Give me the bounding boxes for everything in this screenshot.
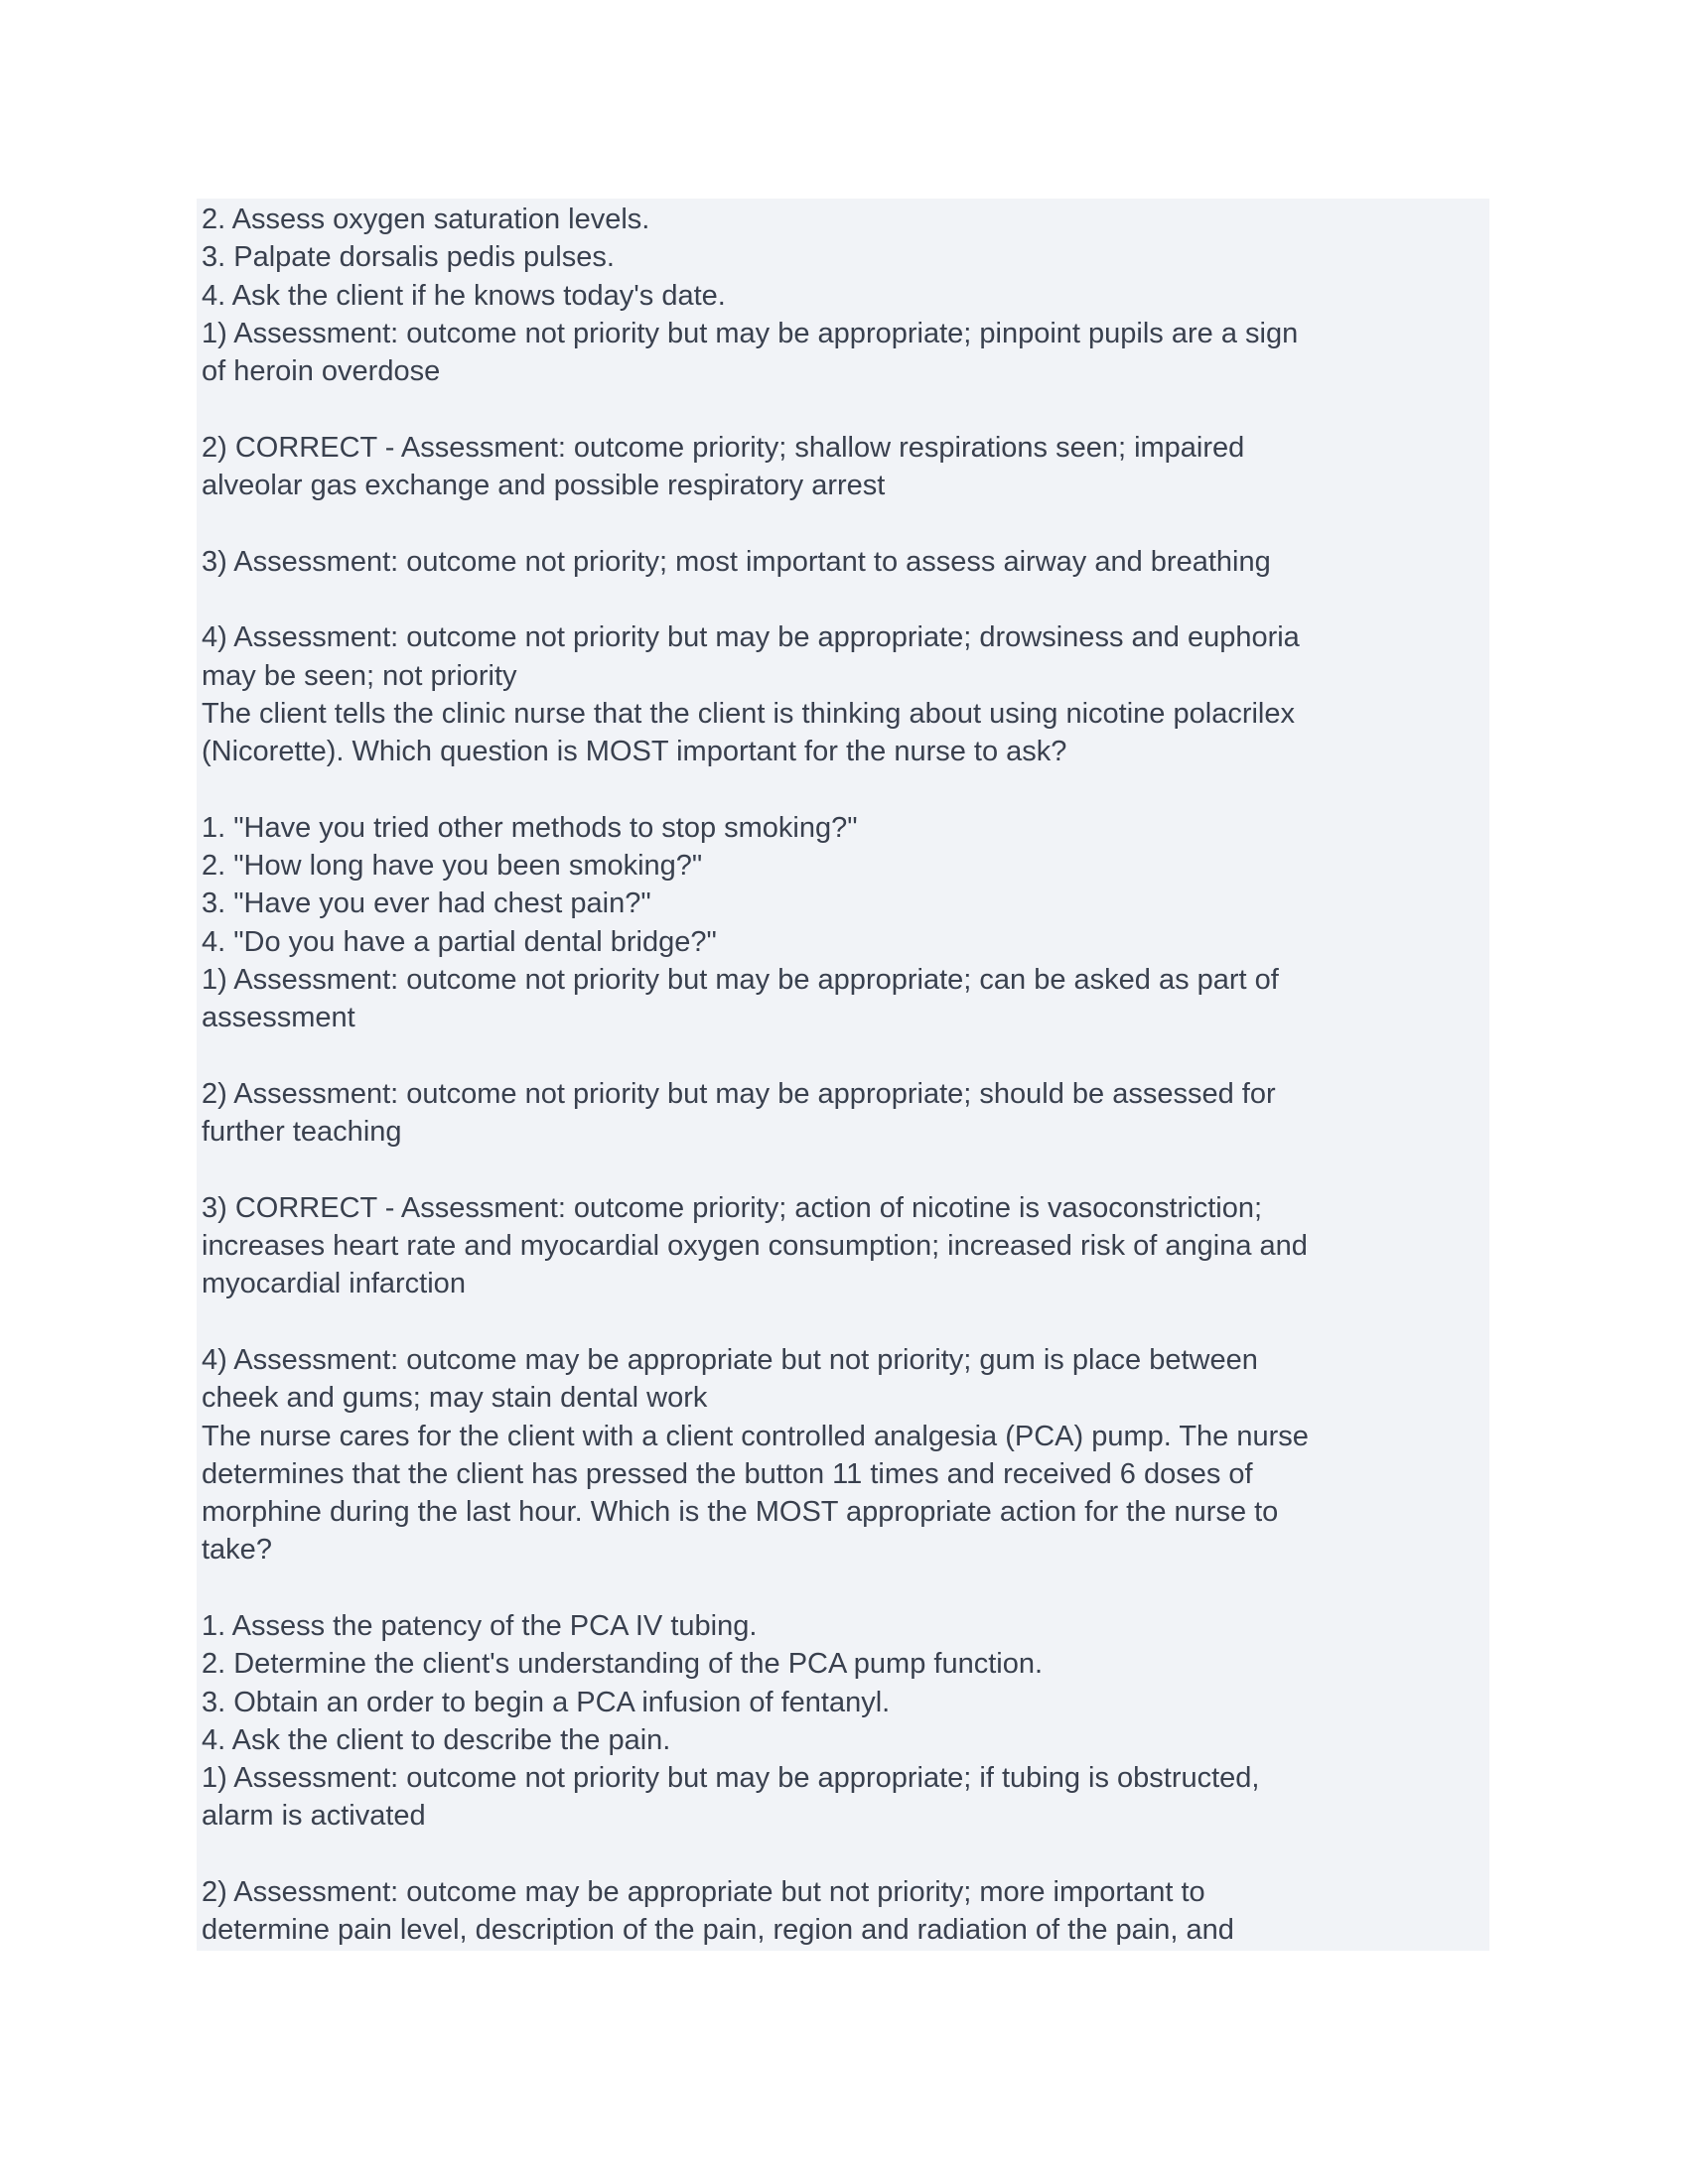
text-line: (Nicorette). Which question is MOST important for the nurse to ask? xyxy=(202,736,1067,768)
text-line: 2) CORRECT - Assessment: outcome priority; shallow respirations seen; impaired xyxy=(202,431,1245,464)
text-line: of heroin overdose xyxy=(202,355,441,388)
document-text xyxy=(202,201,1479,1950)
text-line: take? xyxy=(202,1534,272,1567)
text-line: 3. Palpate dorsalis pedis pulses. xyxy=(202,241,615,274)
text-line: The nurse cares for the client with a client controlled analgesia (PCA) pump. The nurse xyxy=(202,1420,1309,1452)
text-line: 3) CORRECT - Assessment: outcome priority; action of nicotine is vasoconstriction; xyxy=(202,1191,1263,1224)
text-line: 4) Assessment: outcome not priority but may be appropriate; drowsiness and euphoria xyxy=(202,621,1300,654)
text-line xyxy=(202,581,1479,618)
text-line xyxy=(202,1836,1479,1873)
text-line: 2) Assessment: outcome not priority but may be appropriate; should be assessed for xyxy=(202,1077,1276,1110)
text-line: 4) Assessment: outcome may be appropriate but not priority; gum is place between xyxy=(202,1343,1258,1376)
text-line: 1) Assessment: outcome not priority but may be appropriate; can be asked as part of xyxy=(202,963,1279,996)
text-line xyxy=(202,1037,1479,1075)
text-line: 4. "Do you have a partial dental bridge?" xyxy=(202,925,717,958)
text-line: 3. "Have you ever had chest pain?" xyxy=(202,887,651,920)
text-line: morphine during the last hour. Which is the MOST appropriate action for the nurse to xyxy=(202,1496,1279,1529)
text-line xyxy=(202,390,1479,428)
text-line: 1) Assessment: outcome not priority but may be appropriate; if tubing is obstructed, xyxy=(202,1762,1260,1795)
text-line: myocardial infarction xyxy=(202,1268,466,1300)
text-line: cheek and gums; may stain dental work xyxy=(202,1382,708,1415)
text-line: The client tells the clinic nurse that the client is thinking about using nicotine polacrilex xyxy=(202,697,1295,730)
text-line xyxy=(202,504,1479,542)
text-line: 1. Assess the patency of the PCA IV tubing. xyxy=(202,1609,758,1642)
text-line xyxy=(202,1570,1479,1607)
text-line: alveolar gas exchange and possible respiratory arrest xyxy=(202,470,886,502)
text-line: determine pain level, description of the pain, region and radiation of the pain, and xyxy=(202,1914,1234,1947)
text-line: 3) Assessment: outcome not priority; most important to assess airway and breathing xyxy=(202,545,1271,578)
text-line: 2. Determine the client's understanding of the PCA pump function. xyxy=(202,1648,1044,1681)
text-line: 2. "How long have you been smoking?" xyxy=(202,850,703,883)
document-content-panel xyxy=(197,199,1489,1951)
text-line: may be seen; not priority xyxy=(202,659,517,692)
text-line: further teaching xyxy=(202,1116,402,1149)
text-line: increases heart rate and myocardial oxygen consumption; increased risk of angina and xyxy=(202,1230,1308,1263)
text-line: 1) Assessment: outcome not priority but may be appropriate; pinpoint pupils are a sign xyxy=(202,317,1299,349)
text-line: 1. "Have you tried other methods to stop smoking?" xyxy=(202,811,858,844)
text-line xyxy=(202,1151,1479,1188)
text-line: 4. Ask the client if he knows today's date. xyxy=(202,279,726,312)
text-line xyxy=(202,770,1479,808)
text-line xyxy=(202,1303,1479,1341)
text-line: determines that the client has pressed the button 11 times and received 6 doses of xyxy=(202,1457,1253,1490)
text-line: 2. Assess oxygen saturation levels. xyxy=(202,204,650,235)
text-line: 3. Obtain an order to begin a PCA infusion of fentanyl. xyxy=(202,1686,891,1718)
text-line: 2) Assessment: outcome may be appropriate but not priority; more important to xyxy=(202,1876,1205,1909)
text-line: assessment xyxy=(202,1002,355,1034)
text-line: alarm is activated xyxy=(202,1800,426,1833)
text-line: 4. Ask the client to describe the pain. xyxy=(202,1723,671,1756)
